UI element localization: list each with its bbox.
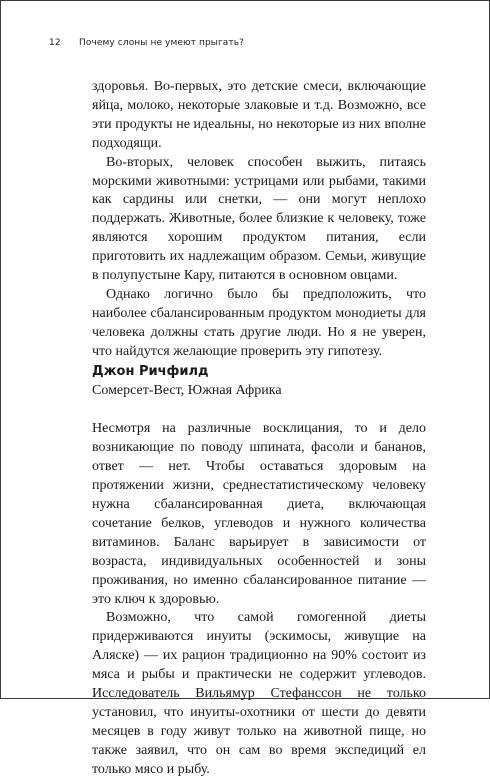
author-name: Джон Ричфилд <box>92 363 209 379</box>
paragraph-continuation: здоровья. Во-первых, это детские смеси, включающие яйца, молоко, некоторые злаковые и т.д. Возможно, все эти продукты не идеальны, но некоторые из них вполне подходящи. <box>92 79 426 151</box>
paragraph: Несмотря на различные восклицания, то и дело возникающие по поводу шпината, фасоли и бананов, ответ — нет. Чтобы оставаться здоровым на протяжении жизни, среднестатистическому человеку нужна сбалансированная диета, включающая сочетание белков, углеводов и нужного количества витаминов. Баланс варьирует в зависимости от возраста, индивидуальных особенностей и зоны проживания, но именно сбалансированное питание — это ключ к здоровью. <box>92 421 426 607</box>
running-head <box>49 38 244 48</box>
section-spacer <box>92 400 426 420</box>
page-number: 12 <box>49 38 61 48</box>
author-location: Сомерсет-Вест, Южная Африка <box>92 382 282 398</box>
paragraph: Однако логично было бы предположить, что наиболее сбалансированным продуктом монодиеты для человека должны стать другие люди. Но я не уверен, что найдутся желающие проверить эту гипотезу. <box>92 286 426 359</box>
page-body <box>92 78 426 780</box>
book-title: Почему слоны не умеют прыгать? <box>79 38 245 48</box>
paragraph: Во-вторых, человек способен выжить, питаясь морскими животными: устрицами или рыбами, такими как сардины или снетки, — они могут неплохо поддержать. Животные, более близкие к человеку, тоже являются хорошим продуктом питания, если приготовить их надлежащим образом. Семьи, живущие в полупустыне Кару, питаются в основном овцами. <box>92 154 426 284</box>
paragraph: Возможно, что самой гомогенной диеты придерживаются инуиты (эскимосы, живущие на Аляске) — их рацион традиционно на 90% состоит из мяса и рыбы и практически не содержит углеводов. Исследователь Вильямур Стефанссон не только установил, что инуиты-охотники от шести до девяти месяцев в году живут только на животной пище, но также заявил, что он сам во время экспедиций ел только мясо и рыбу. <box>92 610 426 777</box>
